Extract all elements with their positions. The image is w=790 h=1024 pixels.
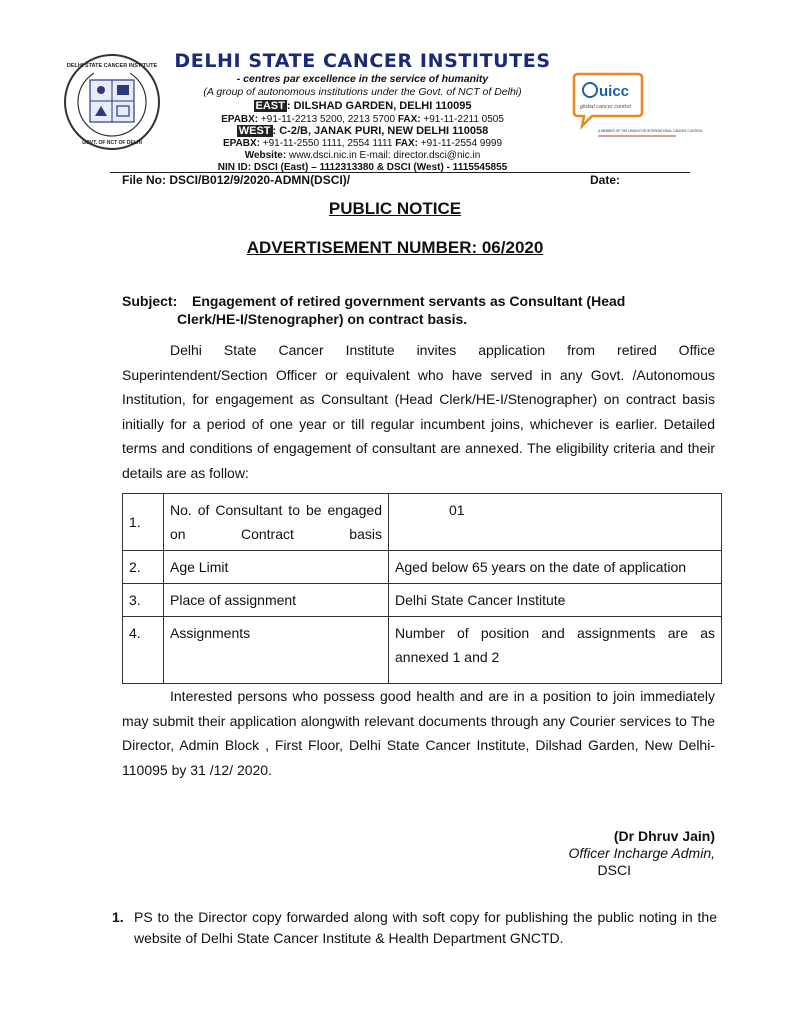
signature-block: [480, 828, 715, 879]
file-number: [122, 173, 350, 187]
west-epabx-label: EPABX:: [222, 138, 260, 149]
west-address-line: [165, 125, 560, 137]
table-row: [123, 494, 722, 551]
row-value: Aged below 65 years on the date of application: [389, 551, 722, 584]
date-label: Date:: [590, 173, 621, 187]
subject: [122, 292, 722, 328]
row-label: Place of assignment: [164, 584, 389, 617]
footnote: [112, 907, 717, 949]
west-label: WEST: [238, 125, 271, 137]
uicc-logo: [568, 72, 703, 142]
row-number: 1.: [123, 494, 164, 551]
east-fax: +91-11-2211 0505: [420, 114, 504, 125]
east-epabx-label: EPABX:: [221, 114, 259, 125]
intro-paragraph: Delhi State Cancer Institute invites application from retired Office Superintendent/Section Officer or equivalent who have served in any Govt. /Autonomous Institution, for engagement as Consultant (Head Clerk/HE-I/Stenographer) on contract basis initially for a period of one year or till regular incumbent joins, whichever is earlier. Detailed terms and conditions of engagement of consultant are annexed. The eligibility criteria and their details are as follow:: [122, 342, 715, 481]
east-epabx: +91-11-2213 5200, 2213 5700: [258, 114, 398, 125]
footnote-number: 1.: [112, 909, 124, 925]
signatory-org: DSCI: [597, 862, 631, 878]
row-number: 4.: [123, 617, 164, 684]
west-phone-line: [165, 138, 560, 150]
west-address: : C-2/B, JANAK PURI, NEW DELHI 110058: [272, 125, 489, 137]
uicc-logo-text: uicc: [599, 83, 630, 100]
west-epabx: +91-11-2550 1111, 2554 1111: [259, 138, 396, 149]
uicc-sub-text: global cancer control: [580, 104, 631, 110]
table-row: [123, 617, 722, 684]
signatory-name: (Dr Dhruv Jain): [613, 828, 715, 844]
website-line: [165, 150, 560, 162]
file-no-label: File No:: [122, 173, 170, 187]
public-notice-title: PUBLIC NOTICE: [328, 199, 462, 218]
file-no-value: DSCI/B012/9/2020-ADMN(DSCI)/: [169, 173, 351, 187]
advertisement-number: ADVERTISEMENT NUMBER: 06/2020: [246, 238, 544, 257]
row-value: 01: [389, 494, 722, 551]
nin-id: NIN ID: DSCI (East) – 1112313380 & DSCI (West) - 1115545855: [217, 162, 508, 173]
row-number: 2.: [123, 551, 164, 584]
footnote-text: PS to the Director copy forwarded along with soft copy for publishing the public noting in the website of Delhi State Cancer Institute & Health Department GNCTD.: [134, 909, 717, 946]
tagline: - centres par excellence in the service of humanity: [236, 73, 489, 85]
dsci-seal-logo: [62, 52, 162, 152]
seal-text-bottom: GOVT. OF NCT OF DELHI: [82, 140, 142, 146]
group-line: (A group of autonomous institutions under the Govt. of NCT of Delhi): [203, 86, 522, 98]
east-address: : DILSHAD GARDEN, DELHI 110095: [286, 100, 472, 112]
east-fax-label: FAX:: [397, 114, 421, 125]
subject-line-2: Clerk/HE-I/Stenographer) on contract basis.: [177, 311, 468, 327]
seal-text-top: DELHI STATE CANCER INSTITUTE: [66, 63, 158, 69]
row-label: Age Limit: [164, 551, 389, 584]
row-label: Assignments: [164, 617, 389, 684]
signatory-title: Officer Incharge Admin,: [568, 845, 715, 861]
table-row: [123, 584, 722, 617]
west-fax: +91-11-2554 9999: [417, 138, 503, 149]
table-row: [123, 551, 722, 584]
west-fax-label: FAX:: [395, 138, 418, 149]
subject-label: Subject:: [122, 293, 178, 309]
east-label: EAST: [255, 100, 285, 112]
interest-paragraph: Interested persons who possess good health and are in a position to join immediately may submit their application alongwith relevant documents through any Courier services to The Director, Admin Block , First Floor, Delhi State Cancer Institute, Dilshad Garden, New Delhi-110095 by 31 /12/ 2020.: [122, 688, 715, 778]
eligibility-table: [122, 493, 722, 684]
east-address-line: [165, 100, 560, 112]
row-label: No. of Consultant to be engaged on Contract basis: [164, 494, 389, 551]
org-name: DELHI STATE CANCER INSTITUTES: [174, 50, 551, 72]
website-email[interactable]: www.dsci.nic.in E-mail: director.dsci@nic.in: [286, 150, 481, 161]
row-value: Delhi State Cancer Institute: [389, 584, 722, 617]
row-number: 3.: [123, 584, 164, 617]
row-value: Number of position and assignments are as annexed 1 and 2: [389, 617, 722, 684]
website-label: Website:: [244, 150, 287, 161]
uicc-member-text: A MEMBER OF THE UNION FOR INTERNATIONAL CANCER CONTROL: [598, 129, 703, 133]
subject-line-1: Engagement of retired government servants as Consultant (Head: [192, 293, 626, 309]
